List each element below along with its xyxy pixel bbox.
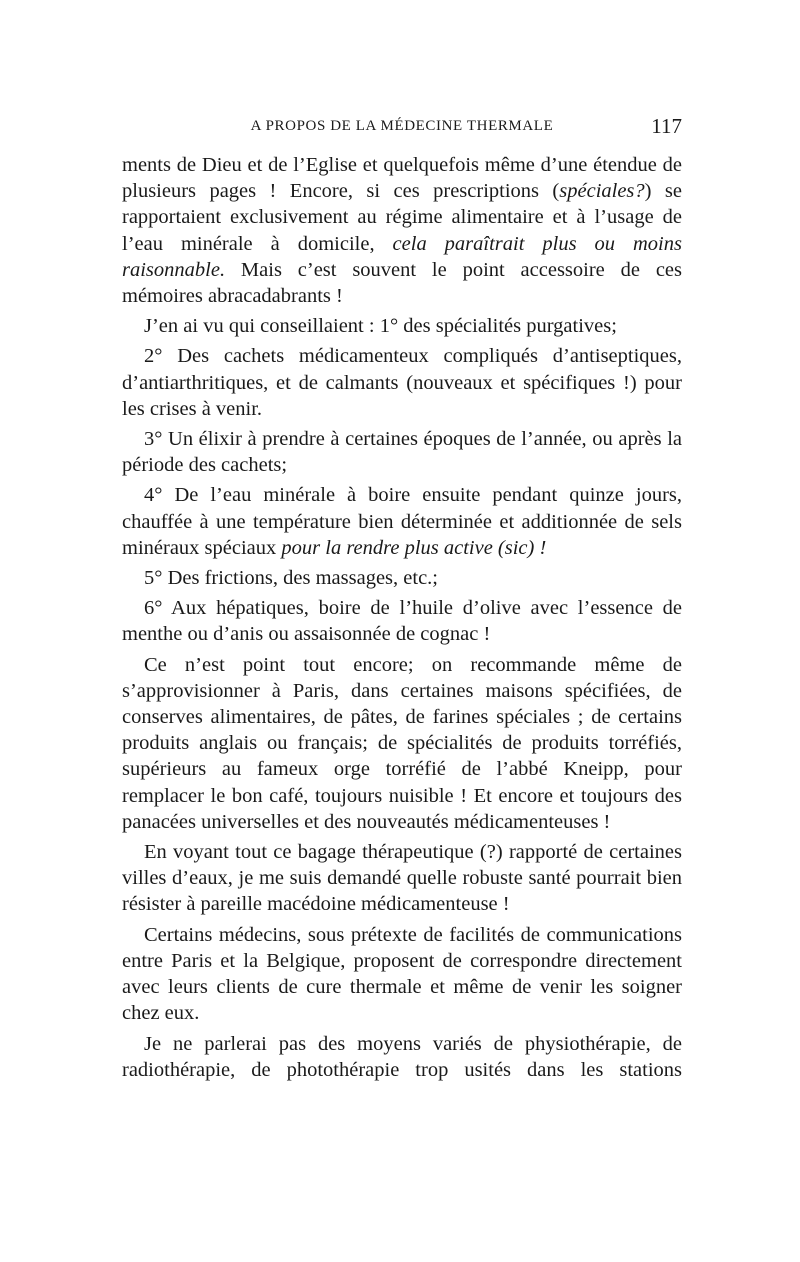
running-title: A PROPOS DE LA MÉDECINE THERMALE — [250, 118, 554, 134]
text-segment: 4° De l’eau minérale à boire ensuite pendant quinze jours, chauffée à une température bien déterminée et additionnée de sels minéraux spéciaux — [122, 484, 682, 559]
paragraph — [122, 565, 682, 591]
page-number: 117 — [651, 114, 682, 138]
text-segment: ments de Dieu et de l’Eglise et quelquefois même d’une étendue de plusieurs pages ! Encore, si ces prescriptions ( — [122, 154, 682, 203]
paragraph — [122, 922, 682, 1027]
paragraph — [122, 426, 682, 478]
text-segment: Mais c’est souvent le point accessoire de ces mémoires abracadabrants ! — [122, 258, 682, 308]
text-segment: Ce n’est point tout encore; on recommande même de s’approvisionner à Paris, dans certaines maisons spécifiées, de conserves alimentaires, de pâtes, de farines spéciales ; de certains produits anglais ou français; de spécialités de produits torréfiés, supérieurs au fameux orge torréfié de l’abbé Kneipp, pour remplacer le bon café, toujours nuisible ! Et encore et toujours des panacées universelles et des nouveautés médicamenteuses ! — [122, 653, 682, 833]
text-segment: 2° Des cachets médicamenteux compliqués d’antiseptiques, d’antiarthritiques, et de calmants (nouveaux et spécifiques !) pour les crises à venir. — [122, 345, 682, 420]
text-segment: 5° Des frictions, des massages, etc.; — [144, 567, 438, 590]
body-text — [122, 152, 682, 1087]
paragraph — [122, 839, 682, 918]
text-segment: Je ne parlerai pas des moyens variés de physiothérapie, de radiothérapie, de photothérapie trop usités dans les stations — [122, 1032, 682, 1081]
paragraph — [122, 595, 682, 647]
paragraph — [122, 482, 682, 561]
italic-text-segment: cela paraîtrait plus ou moins raisonnable. — [122, 232, 682, 281]
text-segment: ) se rapportaient exclusivement au régime alimentaire et à l’usage de l’eau minérale à domicile, — [122, 180, 683, 255]
text-segment: 6° Aux hépatiques, boire de l’huile d’olive avec l’essence de menthe ou d’anis ou assaisonnée de cognac ! — [122, 597, 682, 646]
page-header — [122, 114, 682, 142]
italic-text-segment: pour la rendre plus active (sic) ! — [281, 536, 547, 559]
text-segment: Certains médecins, sous prétexte de facilités de communications entre Paris et la Belgique, proposent de correspondre directement avec leurs clients de cure thermale et même de venir les soigner chez eux. — [122, 923, 682, 1025]
text-segment: J’en ai vu qui conseillaient : 1° des spécialités purgatives; — [144, 315, 617, 338]
italic-text-segment: spéciales? — [559, 180, 645, 203]
paragraph — [122, 1031, 682, 1083]
paragraph — [122, 313, 682, 339]
text-segment: 3° Un élixir à prendre à certaines époques de l’année, ou après la période des cachets; — [122, 428, 682, 477]
text-segment: En voyant tout ce bagage thérapeutique (?) rapporté de certaines villes d’eaux, je me suis demandé quelle robuste santé pourrait bien résister à pareille macédoine médicamenteuse ! — [122, 841, 682, 916]
paragraph — [122, 152, 682, 309]
paragraph — [122, 652, 682, 835]
paragraph — [122, 343, 682, 422]
